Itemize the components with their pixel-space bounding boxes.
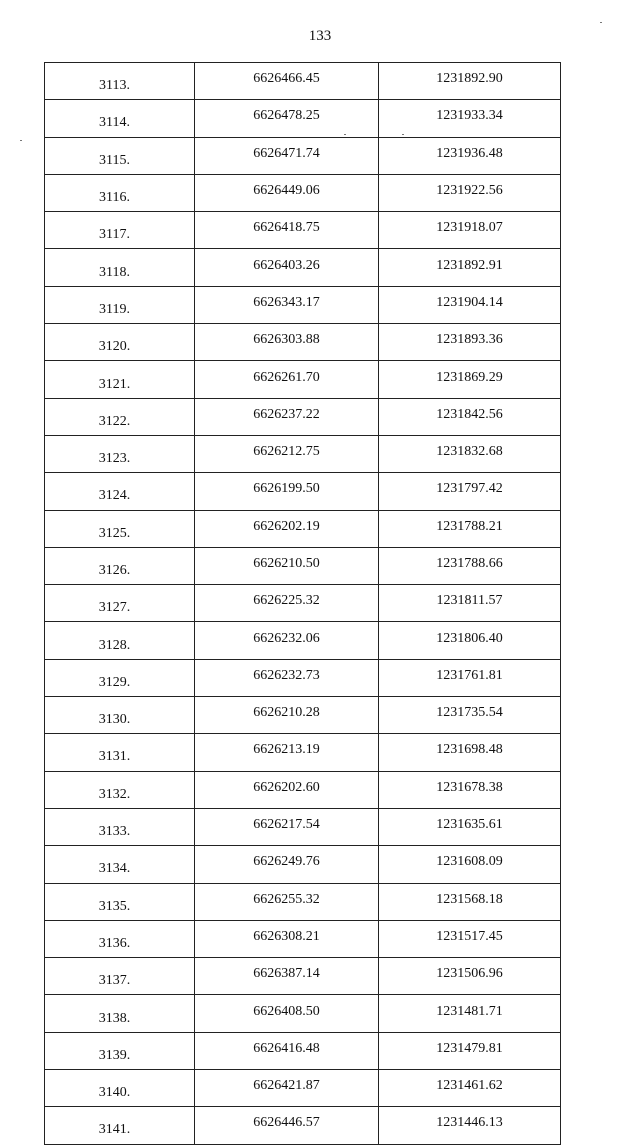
x-coordinate-cell: 6626478.25: [195, 100, 379, 137]
y-coordinate-cell: 1231869.29: [379, 361, 561, 398]
y-coordinate-cell: 1231892.91: [379, 249, 561, 286]
table-row: [45, 398, 561, 435]
x-coordinate-cell: 6626202.19: [195, 510, 379, 547]
point-number-cell: 3126.: [45, 547, 195, 584]
y-coordinate-cell: 1231904.14: [379, 286, 561, 323]
x-coordinate-cell: 6626403.26: [195, 249, 379, 286]
x-coordinate-cell: 6626343.17: [195, 286, 379, 323]
table-row: [45, 100, 561, 137]
point-number-cell: 3133.: [45, 808, 195, 845]
table-row: [45, 547, 561, 584]
x-coordinate-cell: 6626387.14: [195, 958, 379, 995]
point-number-cell: 3115.: [45, 137, 195, 174]
x-coordinate-cell: 6626232.06: [195, 622, 379, 659]
table-row: [45, 435, 561, 472]
table-row: [45, 63, 561, 100]
scan-speck: [20, 140, 22, 141]
table-row: [45, 137, 561, 174]
point-number-cell: 3122.: [45, 398, 195, 435]
coordinates-table: [44, 62, 561, 1145]
table-row: [45, 174, 561, 211]
table-row: [45, 361, 561, 398]
coordinates-table-body: [45, 63, 561, 1145]
table-row: [45, 995, 561, 1032]
table-row: [45, 585, 561, 622]
point-number-cell: 3124.: [45, 473, 195, 510]
y-coordinate-cell: 1231893.36: [379, 324, 561, 361]
point-number-cell: 3116.: [45, 174, 195, 211]
table-row: [45, 846, 561, 883]
point-number-cell: 3121.: [45, 361, 195, 398]
table-row: [45, 771, 561, 808]
y-coordinate-cell: 1231461.62: [379, 1070, 561, 1107]
x-coordinate-cell: 6626471.74: [195, 137, 379, 174]
y-coordinate-cell: 1231788.66: [379, 547, 561, 584]
point-number-cell: 3120.: [45, 324, 195, 361]
table-row: [45, 249, 561, 286]
y-coordinate-cell: 1231933.34: [379, 100, 561, 137]
point-number-cell: 3123.: [45, 435, 195, 472]
x-coordinate-cell: 6626446.57: [195, 1107, 379, 1144]
page-number: 133: [308, 28, 332, 44]
point-number-cell: 3136.: [45, 920, 195, 957]
x-coordinate-cell: 6626202.60: [195, 771, 379, 808]
y-coordinate-cell: 1231517.45: [379, 920, 561, 957]
y-coordinate-cell: 1231761.81: [379, 659, 561, 696]
y-coordinate-cell: 1231735.54: [379, 697, 561, 734]
x-coordinate-cell: 6626210.50: [195, 547, 379, 584]
scan-speck: [344, 134, 346, 135]
y-coordinate-cell: 1231608.09: [379, 846, 561, 883]
y-coordinate-cell: 1231506.96: [379, 958, 561, 995]
table-row: [45, 958, 561, 995]
table-row: [45, 697, 561, 734]
x-coordinate-cell: 6626217.54: [195, 808, 379, 845]
y-coordinate-cell: 1231806.40: [379, 622, 561, 659]
y-coordinate-cell: 1231479.81: [379, 1032, 561, 1069]
table-row: [45, 734, 561, 771]
y-coordinate-cell: 1231568.18: [379, 883, 561, 920]
x-coordinate-cell: 6626261.70: [195, 361, 379, 398]
y-coordinate-cell: 1231922.56: [379, 174, 561, 211]
point-number-cell: 3128.: [45, 622, 195, 659]
table-row: [45, 883, 561, 920]
y-coordinate-cell: 1231832.68: [379, 435, 561, 472]
y-coordinate-cell: 1231918.07: [379, 212, 561, 249]
x-coordinate-cell: 6626212.75: [195, 435, 379, 472]
point-number-cell: 3117.: [45, 212, 195, 249]
x-coordinate-cell: 6626225.32: [195, 585, 379, 622]
x-coordinate-cell: 6626408.50: [195, 995, 379, 1032]
x-coordinate-cell: 6626449.06: [195, 174, 379, 211]
point-number-cell: 3132.: [45, 771, 195, 808]
y-coordinate-cell: 1231446.13: [379, 1107, 561, 1144]
x-coordinate-cell: 6626237.22: [195, 398, 379, 435]
scan-speck: [600, 22, 602, 23]
y-coordinate-cell: 1231481.71: [379, 995, 561, 1032]
x-coordinate-cell: 6626213.19: [195, 734, 379, 771]
y-coordinate-cell: 1231797.42: [379, 473, 561, 510]
point-number-cell: 3141.: [45, 1107, 195, 1144]
y-coordinate-cell: 1231788.21: [379, 510, 561, 547]
table-row: [45, 286, 561, 323]
x-coordinate-cell: 6626255.32: [195, 883, 379, 920]
point-number-cell: 3130.: [45, 697, 195, 734]
x-coordinate-cell: 6626303.88: [195, 324, 379, 361]
x-coordinate-cell: 6626308.21: [195, 920, 379, 957]
point-number-cell: 3135.: [45, 883, 195, 920]
table-row: [45, 324, 561, 361]
x-coordinate-cell: 6626210.28: [195, 697, 379, 734]
table-row: [45, 212, 561, 249]
table-row: [45, 659, 561, 696]
point-number-cell: 3119.: [45, 286, 195, 323]
point-number-cell: 3134.: [45, 846, 195, 883]
x-coordinate-cell: 6626416.48: [195, 1032, 379, 1069]
scan-speck: [402, 134, 404, 135]
point-number-cell: 3118.: [45, 249, 195, 286]
y-coordinate-cell: 1231635.61: [379, 808, 561, 845]
y-coordinate-cell: 1231892.90: [379, 63, 561, 100]
table-row: [45, 920, 561, 957]
x-coordinate-cell: 6626199.50: [195, 473, 379, 510]
table-row: [45, 510, 561, 547]
point-number-cell: 3138.: [45, 995, 195, 1032]
x-coordinate-cell: 6626421.87: [195, 1070, 379, 1107]
table-row: [45, 1032, 561, 1069]
y-coordinate-cell: 1231936.48: [379, 137, 561, 174]
point-number-cell: 3113.: [45, 63, 195, 100]
x-coordinate-cell: 6626249.76: [195, 846, 379, 883]
table-row: [45, 808, 561, 845]
table-row: [45, 473, 561, 510]
y-coordinate-cell: 1231842.56: [379, 398, 561, 435]
point-number-cell: 3140.: [45, 1070, 195, 1107]
x-coordinate-cell: 6626232.73: [195, 659, 379, 696]
y-coordinate-cell: 1231678.38: [379, 771, 561, 808]
y-coordinate-cell: 1231698.48: [379, 734, 561, 771]
x-coordinate-cell: 6626466.45: [195, 63, 379, 100]
point-number-cell: 3137.: [45, 958, 195, 995]
point-number-cell: 3127.: [45, 585, 195, 622]
point-number-cell: 3125.: [45, 510, 195, 547]
x-coordinate-cell: 6626418.75: [195, 212, 379, 249]
point-number-cell: 3139.: [45, 1032, 195, 1069]
point-number-cell: 3131.: [45, 734, 195, 771]
y-coordinate-cell: 1231811.57: [379, 585, 561, 622]
table-row: [45, 622, 561, 659]
table-row: [45, 1070, 561, 1107]
point-number-cell: 3129.: [45, 659, 195, 696]
point-number-cell: 3114.: [45, 100, 195, 137]
table-row: [45, 1107, 561, 1144]
